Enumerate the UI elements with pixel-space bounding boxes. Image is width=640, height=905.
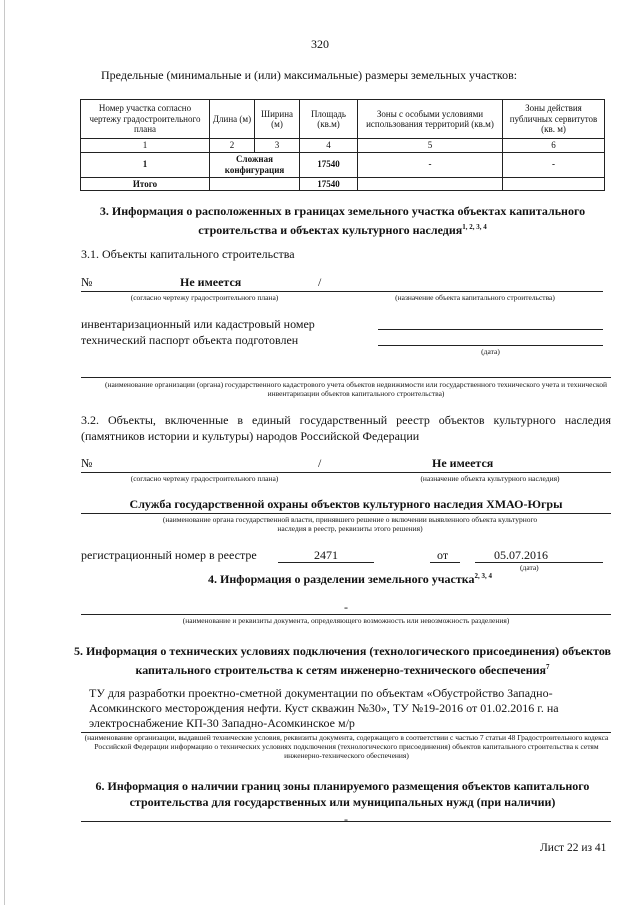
section-3-1-title: 3.1. Объекты капитального строительства: [81, 247, 295, 261]
underline: [81, 513, 611, 514]
table-row: [81, 152, 605, 177]
cell-plot-number: 1: [81, 152, 210, 177]
caption-plan: (согласно чертежу градостроительного плана): [130, 293, 279, 302]
caption-service: (наименование органа государственной власти, принявшего решение о включении выявленного объекта культурного наследия в реестр, реквизиты этого решения): [162, 515, 538, 533]
col-number: 2: [210, 139, 255, 153]
section-4-caption: (наименование и реквизиты документа, определяющего возможность или невозможность разделения): [182, 616, 510, 625]
section-5-text: ТУ для разработки проектно-сметной документации по объектам «Обустройство Западно-Асомкинского месторождения нефти. Куст скважин №30», ТУ №19-2016 от 01.02.2016 г. на электроснабжение КП-30 Западно-Асомкинское м/р: [89, 686, 559, 730]
slash: /: [318, 275, 322, 289]
table-title: Предельные (минимальные и (или) максимальные) размеры земельных участков:: [101, 68, 518, 82]
no-sign: №: [81, 456, 93, 470]
reg-number: 2471: [314, 548, 338, 562]
section-3-2-title: 3.2. Объекты, включенные в единый государственный реестр объектов культурного наследия (памятников истории и культуры) народов Российской Федерации: [81, 413, 611, 443]
reg-label: регистрационный номер в реестре: [81, 548, 257, 562]
header-area: Площадь (кв.м): [300, 100, 358, 139]
caption-date: (дата): [481, 347, 500, 356]
table-header-row: [81, 100, 605, 139]
underline: [81, 472, 611, 473]
caption-date: (дата): [520, 563, 539, 572]
underline: [378, 329, 603, 330]
section-3-title: [70, 203, 615, 238]
section-6-title: 6. Информация о наличии границ зоны планируемого размещения объектов капитального строительства для государственных или муниципальных нужд (при наличии): [95, 779, 590, 809]
cell-configuration: Сложная конфигурация: [210, 152, 300, 177]
section-3-title-text: 3. Информация о расположенных в границах земельного участка объектах капитального строительства и объектах культурного наследия: [99, 204, 586, 237]
total-area: 17540: [300, 177, 358, 191]
section-4-title: [100, 572, 600, 587]
page-number: 320: [311, 37, 329, 51]
cell-special-zones: -: [358, 152, 503, 177]
section-5-sup: 7: [546, 663, 550, 671]
reg-date: 05.07.2016: [494, 548, 548, 562]
none-value: Не имеется: [180, 275, 242, 289]
caption-plan: (согласно чертежу градостроительного плана): [130, 474, 279, 483]
cell-area: 17540: [300, 152, 358, 177]
caption-purpose-heritage: (назначение объекта культурного наследия): [420, 474, 560, 483]
section-5-title-text: 5. Информация о технических условиях подключения (технологического присоединения) объектов капитального строительства к сетям инженерно-технического обеспечения: [73, 644, 612, 677]
section-3-sup: 1, 2, 3, 4: [462, 223, 487, 231]
service-name: Служба государственной охраны объектов культурного наследия ХМАО-Югры: [129, 497, 563, 511]
cell-servitudes: -: [503, 152, 605, 177]
section-6-value: -: [344, 812, 348, 826]
total-label: Итого: [81, 177, 210, 191]
underline: [81, 614, 611, 615]
sheet-footer: Лист 22 из 41: [540, 842, 607, 854]
inventory-label: инвентаризационный или кадастровый номер: [81, 317, 315, 331]
caption-purpose: (назначение объекта капитального строительства): [395, 293, 555, 302]
underline: [378, 345, 603, 346]
header-length: Длина (м): [210, 100, 255, 139]
section-4-value: -: [344, 600, 348, 614]
col-number: 1: [81, 139, 210, 153]
slash: /: [318, 456, 322, 470]
underline: [278, 562, 374, 563]
total-empty: [503, 177, 605, 191]
binding-margin-line: [4, 0, 5, 905]
passport-label: технический паспорт объекта подготовлен: [81, 333, 299, 347]
land-sizes-table: [80, 99, 605, 191]
header-width: Ширина (м): [255, 100, 300, 139]
total-empty: [358, 177, 503, 191]
table-number-row: [81, 139, 605, 153]
from-label: от: [437, 548, 449, 562]
no-sign: №: [81, 275, 93, 289]
underline: [475, 562, 603, 563]
caption-organization: (наименование организации (органа) государственного кадастрового учета объектов недвижимости или государственного технического учета и технической инвентаризации объектов капитального строительства): [104, 380, 608, 398]
col-number: 5: [358, 139, 503, 153]
col-number: 3: [255, 139, 300, 153]
none-value: Не имеется: [432, 456, 494, 470]
total-empty: [210, 177, 300, 191]
col-number: 6: [503, 139, 605, 153]
col-number: 4: [300, 139, 358, 153]
underline: [81, 291, 603, 292]
underline: [430, 562, 460, 563]
section-4-sup: 2, 3, 4: [474, 572, 492, 580]
section-4-title-text: 4. Информация о разделении земельного участка: [208, 572, 475, 586]
section-5-caption: (наименование организации, выдавшей технические условия, реквизиты документа, содержащего в соответствии с частью 7 статьи 48 Градостроительного кодекса Российской Федерации информацию о технических условиях подключения (технологического присоединения) объектов капитального строительства к сетям инженерно-технического обеспечения): [84, 733, 609, 760]
underline: [81, 377, 611, 378]
header-servitudes: Зоны действия публичных сервитутов (кв. м): [503, 100, 605, 139]
header-plot-number: Номер участка согласно чертежу градостроительного плана: [81, 100, 210, 139]
section-5-title: [70, 643, 615, 678]
header-special-zones: Зоны с особыми условиями использования территорий (кв.м): [358, 100, 503, 139]
table-total-row: [81, 177, 605, 191]
